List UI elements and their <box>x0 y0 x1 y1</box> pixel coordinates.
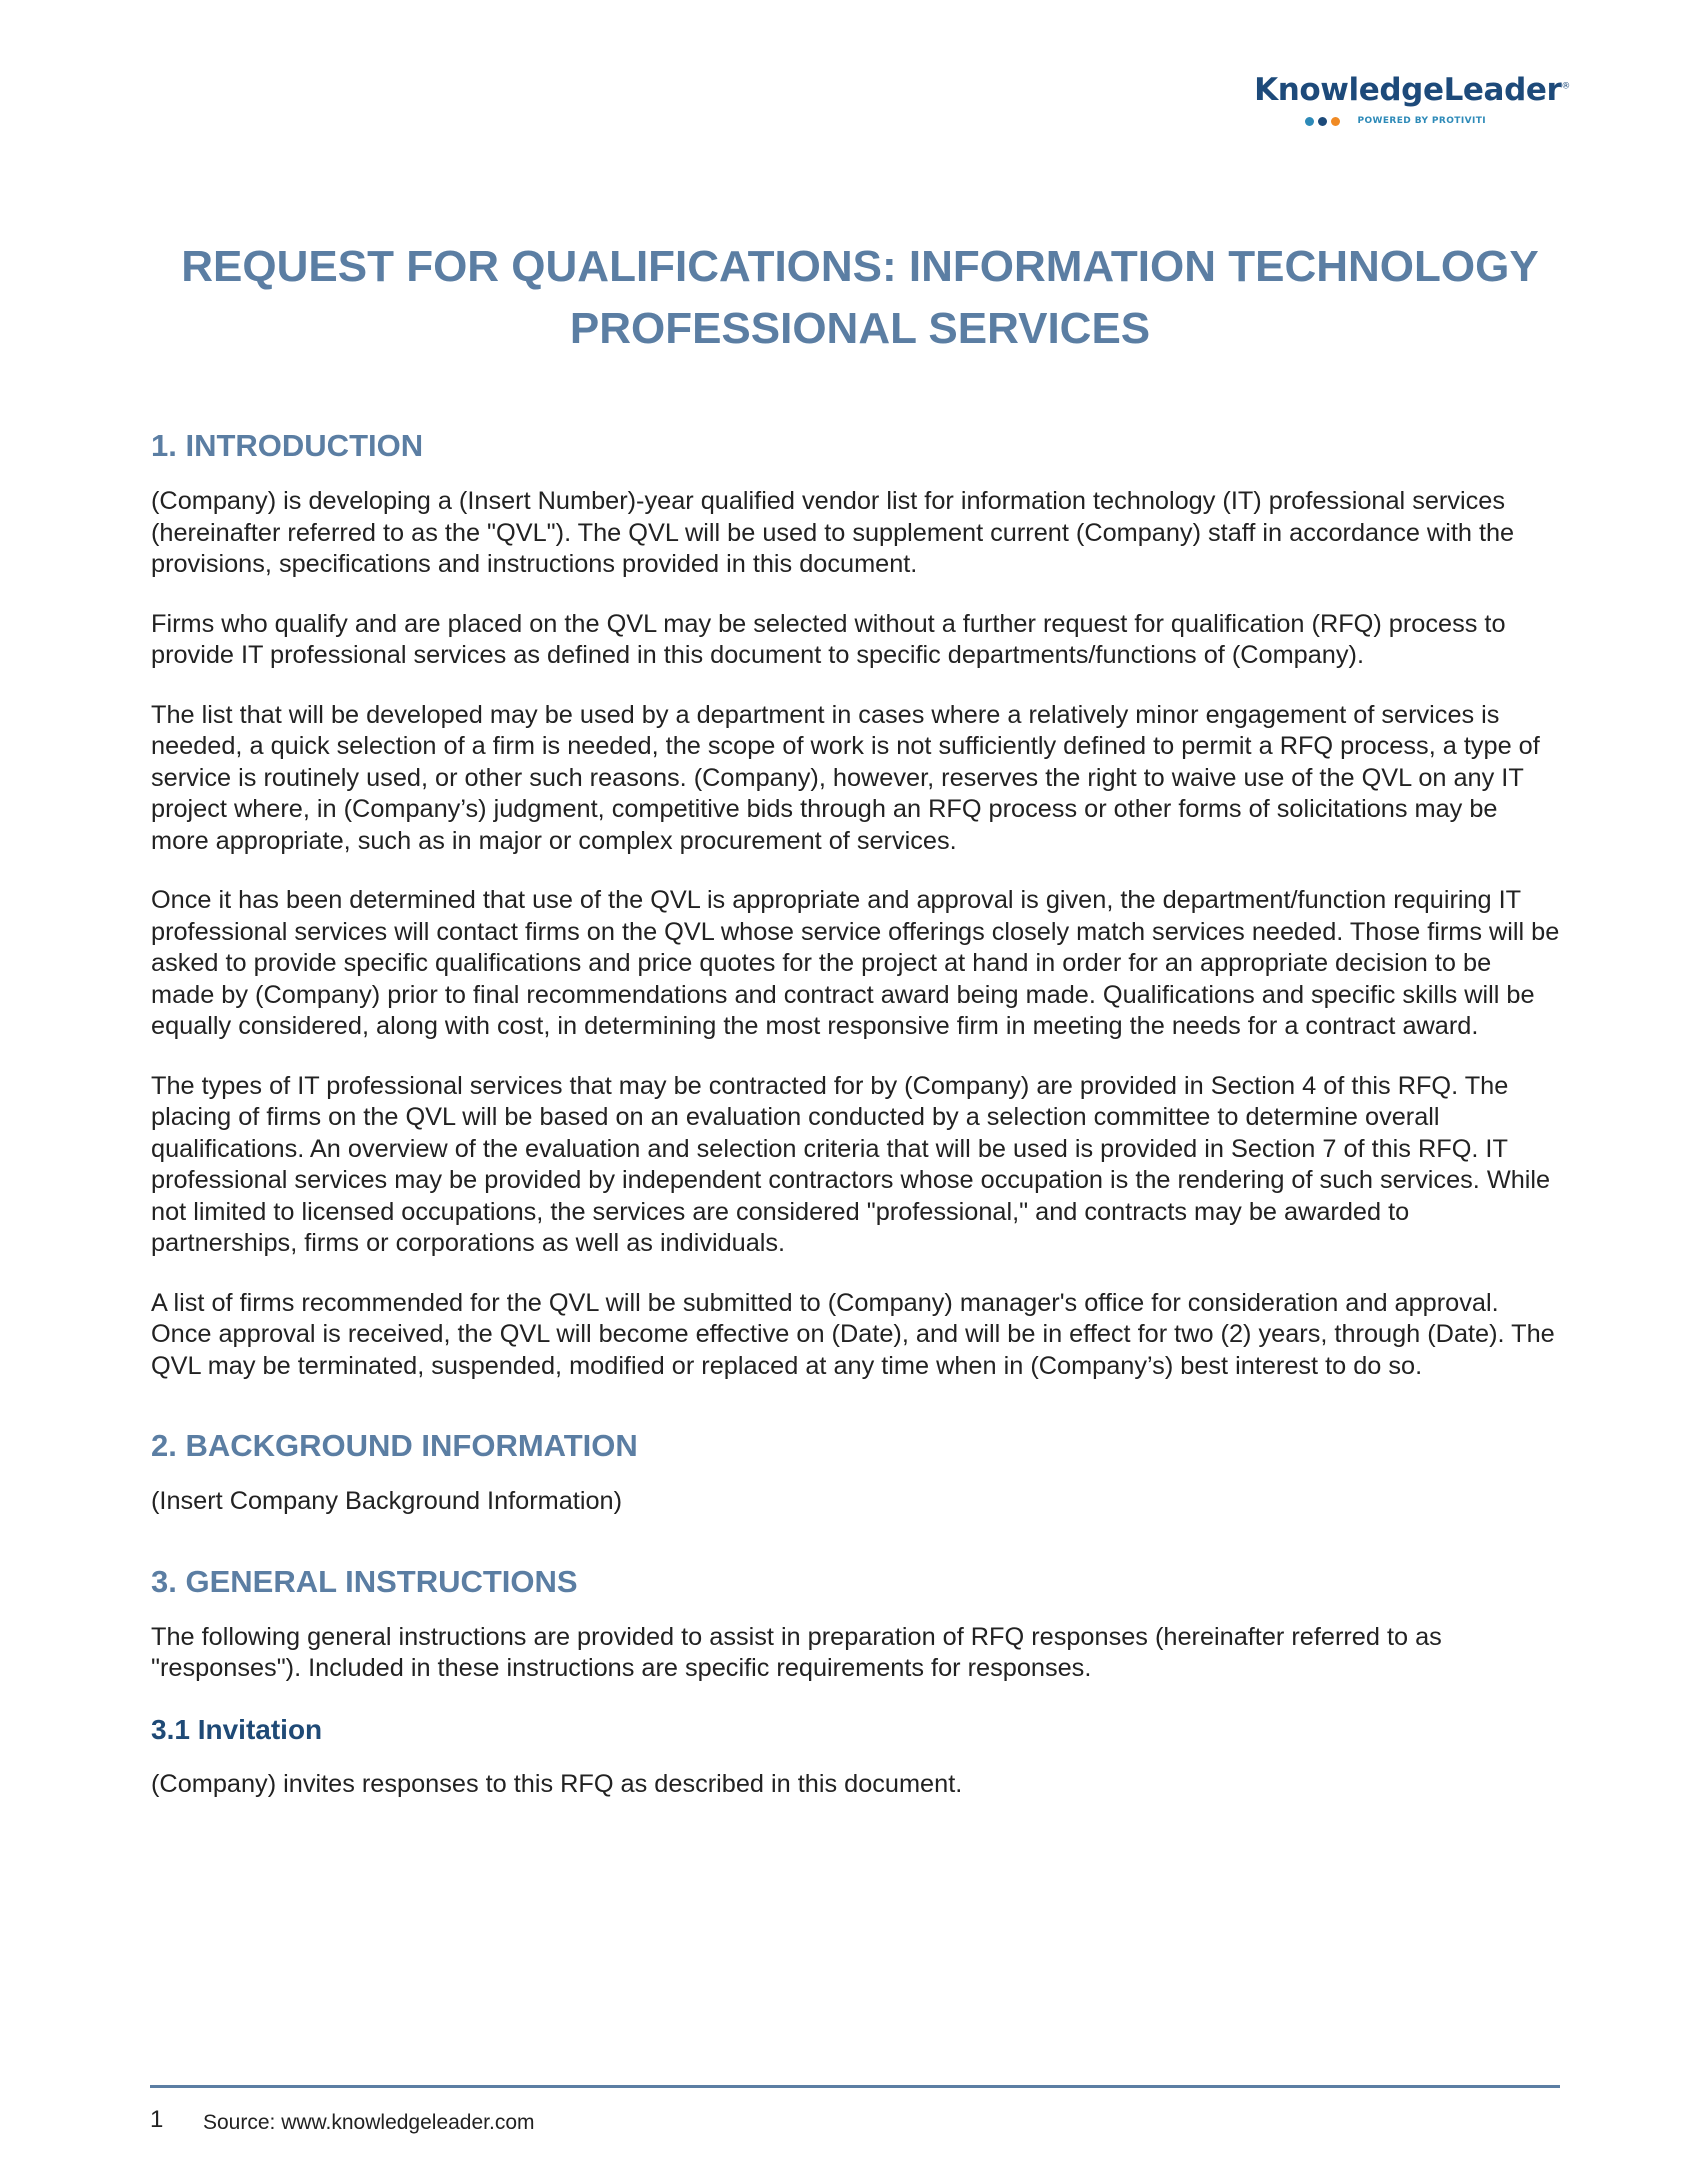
document-title: REQUEST FOR QUALIFICATIONS: INFORMATION TECHNOLOGY PROFESSIONAL SERVICES <box>181 242 1539 353</box>
logo-wordmark: KnowledgeLeader® <box>1254 72 1570 108</box>
section-heading-background: 2. BACKGROUND INFORMATION <box>151 1428 638 1463</box>
paragraph: The types of IT professional services that may be contracted for by (Company) are provided in Section 4 of this RFQ. The placing of firms on the QVL will be based on an evaluation conducted by a selection committee to determine overall qualifications. An overview of the evaluation and selection criteria that will be used is provided in Section 7 of this RFQ. IT professional services may be provided by independent contractors whose occupation is the rendering of such services. While not limited to licensed occupations, the services are considered "professional," and contracts may be awarded to partnerships, firms or corporations as well as individuals. <box>151 1071 1551 1257</box>
registered-mark: ® <box>1561 81 1570 92</box>
subsection-heading-invitation: 3.1 Invitation <box>151 1713 323 1745</box>
paragraph: (Company) is developing a (Insert Number)-year qualified vendor list for information technology (IT) professional services (hereinafter referred to as the "QVL"). The QVL will be used to supplement current (Company) staff in accordance with the provisions, specifications and instructions provided in this document. <box>151 487 1515 578</box>
logo-dot-icon <box>1318 117 1327 126</box>
logo-subline <box>1230 116 1570 126</box>
footer-source: Source: www.knowledgeleader.com <box>203 2111 535 2134</box>
paragraph: The list that will be developed may be used by a department in cases where a relatively minor engagement of services is needed, a quick selection of a firm is needed, the scope of work is not sufficiently defined to permit a RFQ process, a type of service is routinely used, or other such reasons. (Company), however, reserves the right to waive use of the QVL on any IT project where, in (Company’s) judgment, competitive bids through an RFQ process or other forms of solicitations may be more appropriate, such as in major or complex procurement of services. <box>151 700 1540 855</box>
footer-divider <box>150 2085 1560 2088</box>
paragraph: (Company) invites responses to this RFQ as described in this document. <box>151 1769 963 1798</box>
section-heading-introduction: 1. INTRODUCTION <box>151 428 424 463</box>
paragraph: Firms who qualify and are placed on the QVL may be selected without a further request for qualification (RFQ) process to provide IT professional services as defined in this document to specific departments/functions of (Company). <box>151 609 1506 669</box>
paragraph: (Insert Company Background Information) <box>151 1487 623 1515</box>
logo-dot-icon <box>1305 117 1314 126</box>
knowledgeleader-logo <box>1230 72 1570 126</box>
document-body <box>151 428 1561 1828</box>
logo-dot-icon <box>1331 117 1340 126</box>
paragraph: A list of firms recommended for the QVL will be submitted to (Company) manager's office for consideration and approval. Once approval is received, the QVL will become effective on (Date), and will be in effect for two (2) years, through (Date). The QVL may be terminated, suspended, modified or replaced at any time when in (Company’s) best interest to do so. <box>151 1288 1555 1380</box>
logo-tagline: POWERED BY PROTIVITI <box>1357 116 1486 126</box>
page-number: 1 <box>150 2106 164 2133</box>
paragraph: Once it has been determined that use of the QVL is appropriate and approval is given, the department/function requiring IT professional services will contact firms on the QVL whose service offerings closely match services needed. Those firms will be asked to provide specific qualifications and price quotes for the project at hand in order for an appropriate decision to be made by (Company) prior to final recommendations and contract award being made. Qualifications and specific skills will be equally considered, along with cost, in determining the most responsive firm in meeting the needs for a contract award. <box>151 886 1560 1040</box>
section-heading-general-instructions: 3. GENERAL INSTRUCTIONS <box>151 1563 578 1599</box>
paragraph: The following general instructions are provided to assist in preparation of RFQ responses (hereinafter referred to as "responses"). Included in these instructions are specific requirements for responses. <box>151 1622 1442 1682</box>
